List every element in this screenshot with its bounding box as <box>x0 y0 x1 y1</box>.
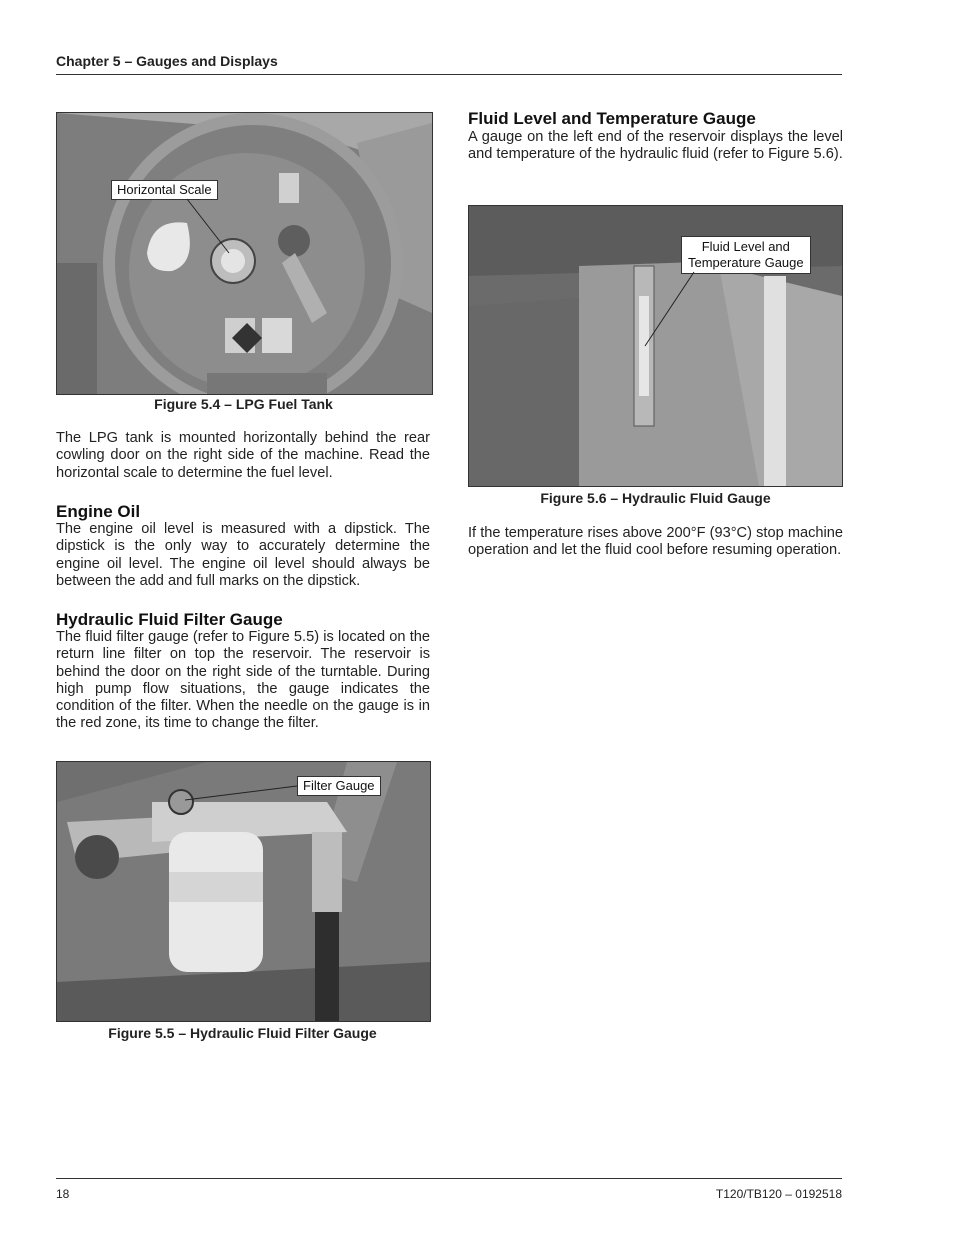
figure-5-4-caption: Figure 5.4 – LPG Fuel Tank <box>154 396 333 412</box>
horizontal-scale-leader-line <box>57 113 432 394</box>
fluid-level-callout-line1: Fluid Level and <box>701 239 790 254</box>
horizontal-scale-callout: Horizontal Scale <box>111 180 218 200</box>
filter-gauge-heading: Hydraulic Fluid Filter Gauge <box>56 610 283 629</box>
fluid-level-callout-line2: Temperature Gauge <box>688 255 804 270</box>
filter-gauge-leader-line <box>57 762 430 1021</box>
temperature-paragraph: If the temperature rises above 200°F (93°C) stop machine operation and let the fluid cool before resuming operation. <box>468 525 843 559</box>
header-rule <box>56 74 842 75</box>
figure-lpg-tank-photo <box>56 112 433 395</box>
chapter-title: Chapter 5 – Gauges and Displays <box>56 53 278 69</box>
filter-gauge-callout: Filter Gauge <box>297 776 381 796</box>
engine-oil-paragraph: The engine oil level is measured with a dipstick. The dipstick is the only way to accurately determine the engine oil level. The engine oil level should always be between the add and full marks on the dipstick. <box>56 521 430 589</box>
figure-hydraulic-gauge-photo <box>468 205 843 487</box>
lpg-tank-paragraph: The LPG tank is mounted horizontally behind the rear cowling door on the right side of the machine. Read the horizontal scale to determine the fuel level. <box>56 430 430 481</box>
fluid-level-leader-line <box>469 206 842 486</box>
figure-5-6-caption: Figure 5.6 – Hydraulic Fluid Gauge <box>540 490 771 506</box>
fluid-level-paragraph: A gauge on the left end of the reservoir displays the level and temperature of the hydraulic fluid (refer to Figure 5.6). <box>468 129 843 163</box>
fluid-level-heading: Fluid Level and Temperature Gauge <box>468 109 756 128</box>
filter-gauge-paragraph: The fluid filter gauge (refer to Figure 5.5) is located on the return line filter on top the reservoir. The reservoir is behind the door on the right side of the turntable. During high pump flow situations, the gauge indicates the condition of the filter. When the needle on the gauge is in the red zone, its time to change the filter. <box>56 629 430 732</box>
engine-oil-heading: Engine Oil <box>56 502 141 521</box>
figure-filter-gauge-photo <box>56 761 431 1022</box>
document-id: T120/TB120 – 0192518 <box>715 1187 842 1201</box>
figure-5-5-caption: Figure 5.5 – Hydraulic Fluid Filter Gauge <box>108 1025 377 1041</box>
footer-rule <box>56 1178 842 1179</box>
page-number: 18 <box>56 1187 70 1201</box>
